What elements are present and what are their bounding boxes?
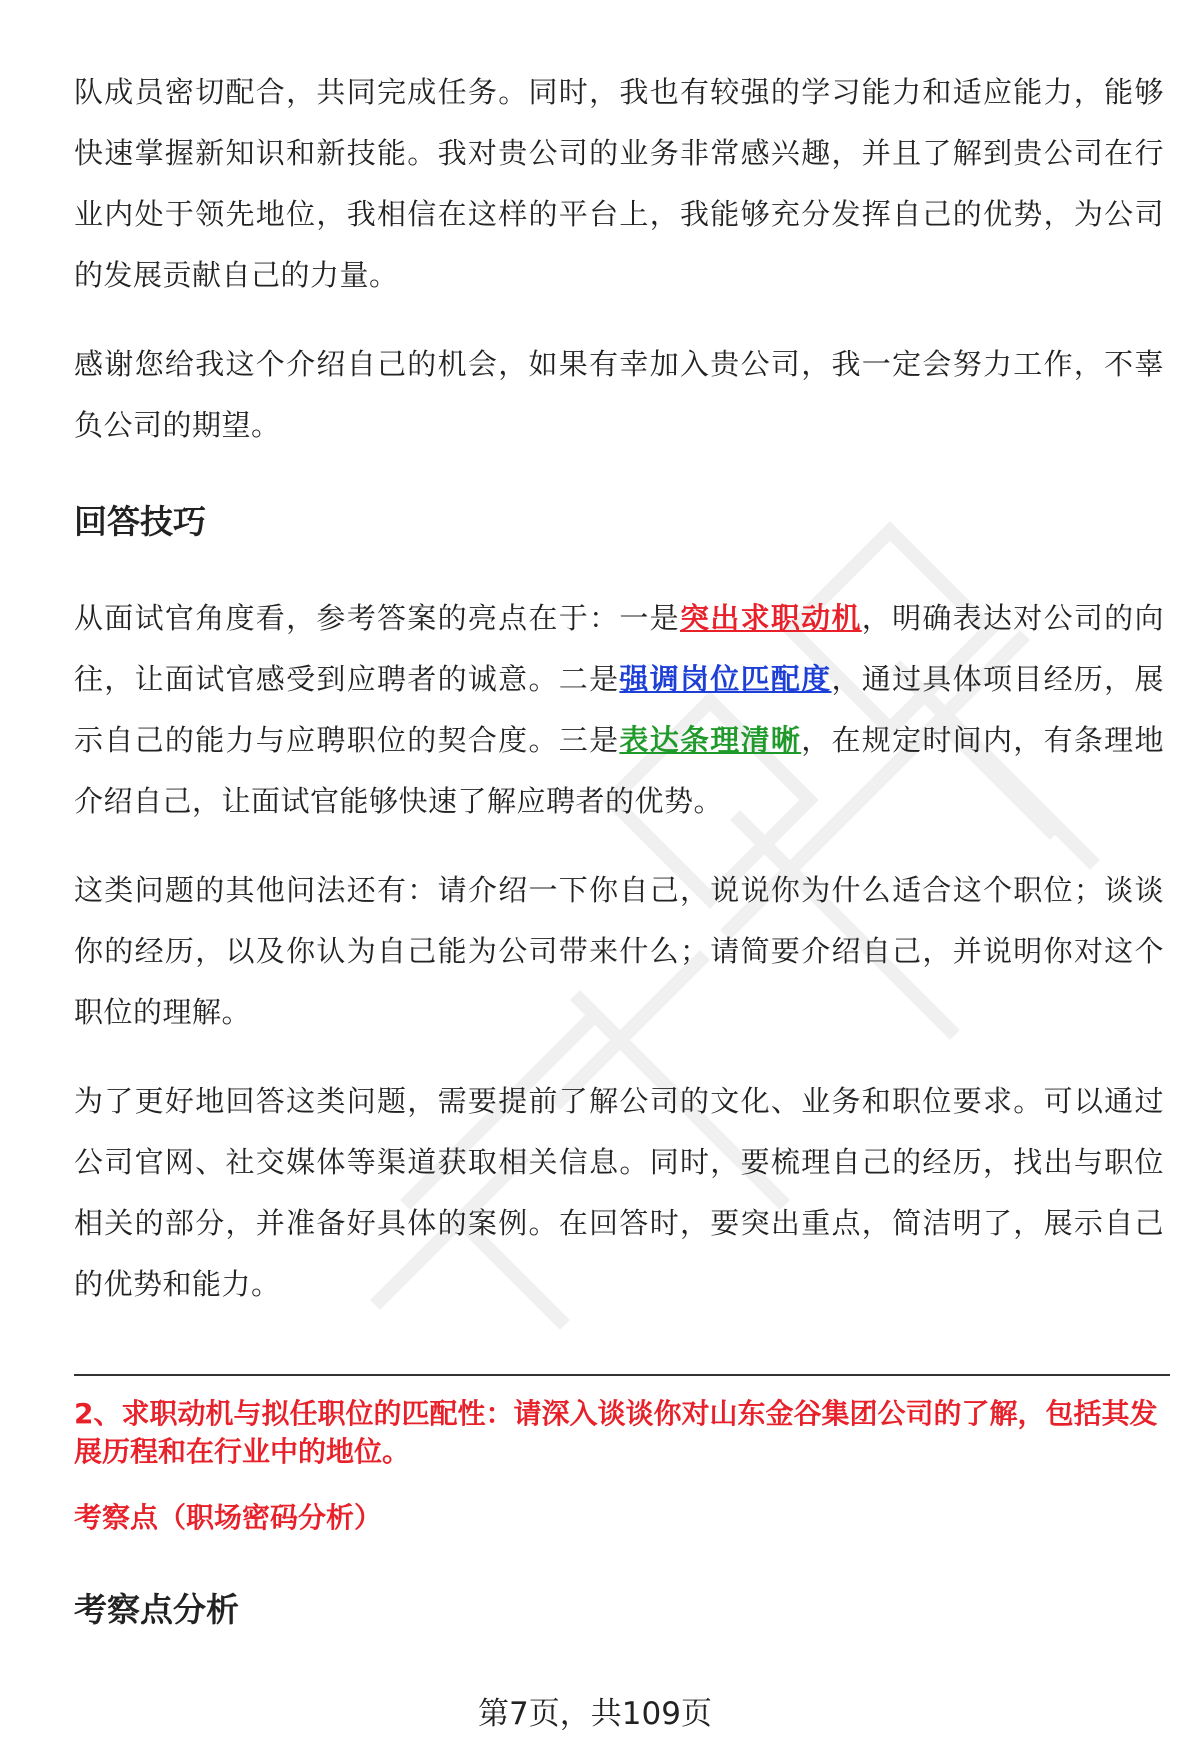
tips-paragraph xyxy=(74,588,1164,832)
main-content xyxy=(74,62,1164,1315)
tips-text-3: ，通过具体项目经历，展示自己的能力与应聘职位的契合度。三是 xyxy=(74,662,1164,757)
tips-text-4: ，在规定时间内，有条理地介绍自己，让面试官能够快速了解应聘者的优势。 xyxy=(74,723,1164,818)
highlight-clarity: 表达条理清晰 xyxy=(619,723,802,757)
question-heading: 2、求职动机与拟任职位的匹配性：请深入谈谈你对山东金谷集团公司的了解，包括其发展历程和在行业中的地位。 xyxy=(74,1397,1158,1468)
highlight-motivation: 突出求职动机 xyxy=(679,601,862,635)
tips-text-1: 从面试官角度看，参考答案的亮点在于：一是 xyxy=(74,601,680,635)
exam-point-analysis-heading: 考察点分析 xyxy=(74,1590,239,1629)
page-footer: 第7页，共109页 xyxy=(478,1696,712,1732)
other-questions-paragraph: 这类问题的其他问法还有：请介绍一下你自己，说说你为什么适合这个职位；谈谈你的经历，以及你认为自己能为公司带来什么；请简要介绍自己，并说明你对这个职位的理解。 xyxy=(74,873,1164,1029)
exam-point-heading: 考察点（职场密码分析） xyxy=(74,1501,383,1534)
thanks-paragraph: 感谢您给我这个介绍自己的机会，如果有幸加入贵公司，我一定会努力工作，不辜负公司的期望。 xyxy=(74,347,1164,442)
section-divider xyxy=(74,1374,1170,1376)
intro-paragraph: 队成员密切配合，共同完成任务。同时，我也有较强的学习能力和适应能力，能够快速掌握新知识和新技能。我对贵公司的业务非常感兴趣，并且了解到贵公司在行业内处于领先地位，我相信在这样的平台上，我能够充分发挥自己的优势，为公司的发展贡献自己的力量。 xyxy=(74,75,1164,292)
highlight-job-fit: 强调岗位匹配度 xyxy=(619,662,832,696)
preparation-paragraph: 为了更好地回答这类问题，需要提前了解公司的文化、业务和职位要求。可以通过公司官网、社交媒体等渠道获取相关信息。同时，要梳理自己的经历，找出与职位相关的部分，并准备好具体的案例。在回答时，要突出重点，简洁明了，展示自己的优势和能力。 xyxy=(74,1084,1164,1301)
tips-text-2: ，明确表达对公司的向往，让面试官感受到应聘者的诚意。二是 xyxy=(74,601,1164,696)
section-title: 回答技巧 xyxy=(74,502,206,541)
